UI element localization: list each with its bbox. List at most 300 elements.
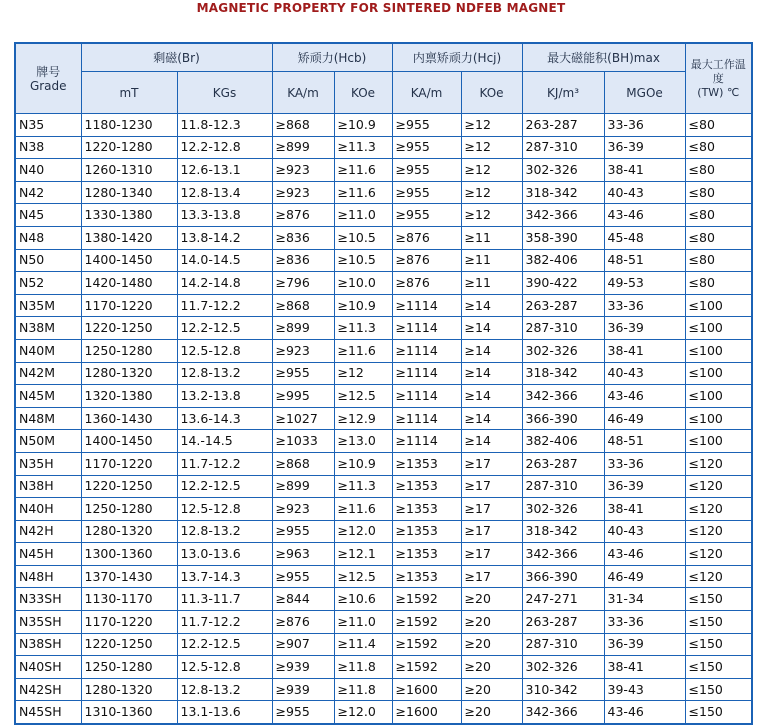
value-cell: ≤150	[685, 588, 752, 611]
value-cell: ≥876	[392, 249, 461, 272]
value-cell: ≥20	[461, 611, 522, 634]
value-cell: ≥20	[461, 678, 522, 701]
value-cell: ≥17	[461, 475, 522, 498]
grade-cell: N35M	[15, 294, 81, 317]
value-cell: 1180-1230	[81, 114, 177, 137]
value-cell: ≥11.8	[334, 656, 392, 679]
value-cell: 1260-1310	[81, 159, 177, 182]
value-cell: ≥1353	[392, 475, 461, 498]
table-row	[15, 362, 752, 385]
value-cell: ≥11.0	[334, 204, 392, 227]
value-cell: ≥12.0	[334, 520, 392, 543]
value-cell: 382-406	[522, 430, 604, 453]
grade-cell: N38SH	[15, 633, 81, 656]
grade-cell: N52	[15, 272, 81, 295]
value-cell: ≥11.0	[334, 611, 392, 634]
grade-cell: N45M	[15, 385, 81, 408]
table-row	[15, 407, 752, 430]
value-cell: ≤150	[685, 678, 752, 701]
value-cell: 302-326	[522, 159, 604, 182]
value-cell: ≥868	[272, 114, 334, 137]
value-cell: ≥876	[392, 226, 461, 249]
value-cell: 13.6-14.3	[177, 407, 272, 430]
grade-cell: N35SH	[15, 611, 81, 634]
value-cell: ≥1114	[392, 339, 461, 362]
value-cell: ≥11.3	[334, 317, 392, 340]
value-cell: 48-51	[604, 249, 685, 272]
value-cell: 11.8-12.3	[177, 114, 272, 137]
value-cell: 13.1-13.6	[177, 701, 272, 724]
value-cell: 11.7-12.2	[177, 294, 272, 317]
table-row	[15, 317, 752, 340]
table-row	[15, 181, 752, 204]
value-cell: 1220-1280	[81, 136, 177, 159]
value-cell: ≥17	[461, 498, 522, 521]
value-cell: ≥899	[272, 475, 334, 498]
value-cell: ≥1592	[392, 656, 461, 679]
value-cell: ≤150	[685, 611, 752, 634]
value-cell: ≤120	[685, 520, 752, 543]
value-cell: ≥899	[272, 136, 334, 159]
value-cell: ≥11	[461, 249, 522, 272]
value-cell: 12.8-13.4	[177, 181, 272, 204]
value-cell: 287-310	[522, 633, 604, 656]
value-cell: ≤120	[685, 498, 752, 521]
value-cell: ≤120	[685, 475, 752, 498]
value-cell: ≥1592	[392, 611, 461, 634]
table-row	[15, 565, 752, 588]
grade-cell: N45	[15, 204, 81, 227]
value-cell: ≥939	[272, 678, 334, 701]
value-cell: 366-390	[522, 407, 604, 430]
value-cell: 38-41	[604, 339, 685, 362]
value-cell: 1280-1320	[81, 678, 177, 701]
value-cell: 1300-1360	[81, 543, 177, 566]
value-cell: ≤80	[685, 114, 752, 137]
table-row	[15, 520, 752, 543]
grade-cell: N38M	[15, 317, 81, 340]
value-cell: 1320-1380	[81, 385, 177, 408]
value-cell: 43-46	[604, 543, 685, 566]
value-cell: 358-390	[522, 226, 604, 249]
value-cell: 39-43	[604, 678, 685, 701]
value-cell: 12.5-12.8	[177, 656, 272, 679]
value-cell: ≥876	[392, 272, 461, 295]
value-cell: ≥12.5	[334, 385, 392, 408]
temp-header: 最大工作温度 (TW) ℃	[685, 43, 752, 114]
value-cell: ≥11.6	[334, 339, 392, 362]
value-cell: ≥12	[461, 159, 522, 182]
value-cell: ≥955	[272, 362, 334, 385]
value-cell: ≤100	[685, 430, 752, 453]
value-cell: 302-326	[522, 339, 604, 362]
table-row	[15, 385, 752, 408]
value-cell: 33-36	[604, 114, 685, 137]
value-cell: 12.8-13.2	[177, 520, 272, 543]
value-cell: ≥11	[461, 226, 522, 249]
value-cell: ≥1353	[392, 452, 461, 475]
table-row	[15, 611, 752, 634]
value-cell: 12.8-13.2	[177, 362, 272, 385]
value-cell: 36-39	[604, 633, 685, 656]
value-cell: ≥955	[272, 565, 334, 588]
grade-cell: N50	[15, 249, 81, 272]
value-cell: 1220-1250	[81, 475, 177, 498]
value-cell: ≥876	[272, 611, 334, 634]
value-cell: ≤80	[685, 226, 752, 249]
value-cell: ≥923	[272, 181, 334, 204]
value-cell: ≥1114	[392, 317, 461, 340]
value-cell: 1250-1280	[81, 498, 177, 521]
value-cell: 1220-1250	[81, 633, 177, 656]
value-cell: ≤150	[685, 701, 752, 724]
value-cell: ≥923	[272, 498, 334, 521]
value-cell: 46-49	[604, 565, 685, 588]
value-cell: ≥1353	[392, 520, 461, 543]
value-cell: ≥17	[461, 520, 522, 543]
value-cell: 12.2-12.5	[177, 475, 272, 498]
table-row	[15, 226, 752, 249]
value-cell: ≥12.0	[334, 701, 392, 724]
value-cell: ≤80	[685, 249, 752, 272]
value-cell: 11.7-12.2	[177, 452, 272, 475]
grade-cell: N42M	[15, 362, 81, 385]
value-cell: ≥12	[461, 204, 522, 227]
value-cell: 1250-1280	[81, 656, 177, 679]
value-cell: 287-310	[522, 317, 604, 340]
value-cell: 342-366	[522, 701, 604, 724]
unit-header: KOe	[334, 72, 392, 114]
unit-header: KJ/m³	[522, 72, 604, 114]
value-cell: 342-366	[522, 385, 604, 408]
value-cell: ≥11	[461, 272, 522, 295]
value-cell: 40-43	[604, 520, 685, 543]
value-cell: 1280-1320	[81, 520, 177, 543]
value-cell: 33-36	[604, 294, 685, 317]
table-row	[15, 204, 752, 227]
value-cell: 43-46	[604, 385, 685, 408]
value-cell: 247-271	[522, 588, 604, 611]
value-cell: 43-46	[604, 701, 685, 724]
value-cell: 49-53	[604, 272, 685, 295]
table-row	[15, 656, 752, 679]
grade-cell: N40SH	[15, 656, 81, 679]
value-cell: ≤100	[685, 317, 752, 340]
value-cell: ≥12	[334, 362, 392, 385]
value-cell: ≥12.1	[334, 543, 392, 566]
value-cell: ≥1114	[392, 385, 461, 408]
value-cell: 40-43	[604, 362, 685, 385]
value-cell: 14.2-14.8	[177, 272, 272, 295]
value-cell: 13.3-13.8	[177, 204, 272, 227]
value-cell: 40-43	[604, 181, 685, 204]
value-cell: ≥10.9	[334, 452, 392, 475]
value-cell: 1310-1360	[81, 701, 177, 724]
value-cell: ≥955	[392, 114, 461, 137]
grade-cell: N35	[15, 114, 81, 137]
value-cell: ≥955	[272, 520, 334, 543]
value-cell: ≥796	[272, 272, 334, 295]
value-cell: 310-342	[522, 678, 604, 701]
value-cell: 36-39	[604, 136, 685, 159]
grade-cell: N42H	[15, 520, 81, 543]
value-cell: 11.3-11.7	[177, 588, 272, 611]
value-cell: 13.2-13.8	[177, 385, 272, 408]
value-cell: ≥1353	[392, 543, 461, 566]
value-cell: ≥955	[392, 159, 461, 182]
value-cell: 342-366	[522, 543, 604, 566]
value-cell: 302-326	[522, 498, 604, 521]
table-row	[15, 272, 752, 295]
value-cell: ≤100	[685, 294, 752, 317]
value-cell: 1280-1340	[81, 181, 177, 204]
value-cell: ≤100	[685, 385, 752, 408]
value-cell: 318-342	[522, 181, 604, 204]
table-row	[15, 430, 752, 453]
unit-header: MGOe	[604, 72, 685, 114]
value-cell: ≥20	[461, 588, 522, 611]
value-cell: ≥955	[272, 701, 334, 724]
value-cell: 1400-1450	[81, 430, 177, 453]
value-cell: ≥12.9	[334, 407, 392, 430]
table-row	[15, 159, 752, 182]
value-cell: ≥20	[461, 633, 522, 656]
value-cell: ≥868	[272, 452, 334, 475]
value-cell: 1400-1450	[81, 249, 177, 272]
value-cell: ≥11.4	[334, 633, 392, 656]
value-cell: 38-41	[604, 656, 685, 679]
value-cell: ≥955	[392, 181, 461, 204]
value-cell: 11.7-12.2	[177, 611, 272, 634]
value-cell: ≥13.0	[334, 430, 392, 453]
table-row	[15, 678, 752, 701]
value-cell: 1280-1320	[81, 362, 177, 385]
value-cell: 1380-1420	[81, 226, 177, 249]
value-cell: ≤120	[685, 565, 752, 588]
table-row	[15, 452, 752, 475]
table-row	[15, 136, 752, 159]
value-cell: 12.5-12.8	[177, 498, 272, 521]
grade-cell: N50M	[15, 430, 81, 453]
table-row	[15, 339, 752, 362]
value-cell: ≥12.5	[334, 565, 392, 588]
value-cell: 1360-1430	[81, 407, 177, 430]
value-cell: 1370-1430	[81, 565, 177, 588]
grade-cell: N33SH	[15, 588, 81, 611]
value-cell: ≥11.6	[334, 498, 392, 521]
value-cell: 1250-1280	[81, 339, 177, 362]
table-body	[15, 114, 752, 725]
value-cell: ≤150	[685, 633, 752, 656]
value-cell: ≥1114	[392, 407, 461, 430]
value-cell: ≥899	[272, 317, 334, 340]
value-cell: 13.7-14.3	[177, 565, 272, 588]
value-cell: ≥1114	[392, 430, 461, 453]
table-row	[15, 701, 752, 724]
value-cell: ≤120	[685, 543, 752, 566]
value-cell: ≥14	[461, 339, 522, 362]
value-cell: 263-287	[522, 294, 604, 317]
value-cell: ≥17	[461, 565, 522, 588]
value-cell: ≥1114	[392, 362, 461, 385]
value-cell: ≥11.3	[334, 136, 392, 159]
value-cell: 12.5-12.8	[177, 339, 272, 362]
value-cell: ≥17	[461, 452, 522, 475]
bhmax-group-header: 最大磁能积(BH)max	[522, 43, 685, 72]
grade-cell: N38	[15, 136, 81, 159]
br-group-header: 剩磁(Br)	[81, 43, 272, 72]
value-cell: 12.8-13.2	[177, 678, 272, 701]
value-cell: ≤80	[685, 136, 752, 159]
unit-header: KGs	[177, 72, 272, 114]
value-cell: 366-390	[522, 565, 604, 588]
page-title: MAGNETIC PROPERTY FOR SINTERED NDFEB MAGNET	[196, 1, 566, 15]
value-cell: ≥11.6	[334, 181, 392, 204]
value-cell: 12.6-13.1	[177, 159, 272, 182]
value-cell: ≥11.3	[334, 475, 392, 498]
value-cell: ≤100	[685, 407, 752, 430]
table-row	[15, 294, 752, 317]
grade-cell: N45H	[15, 543, 81, 566]
value-cell: 36-39	[604, 317, 685, 340]
table-row	[15, 588, 752, 611]
grade-header: 牌号 Grade	[15, 43, 81, 114]
value-cell: ≥17	[461, 543, 522, 566]
hcj-group-header: 内禀矫顽力(Hcj)	[392, 43, 522, 72]
value-cell: 263-287	[522, 611, 604, 634]
value-cell: ≤80	[685, 181, 752, 204]
value-cell: 14.0-14.5	[177, 249, 272, 272]
value-cell: ≥14	[461, 317, 522, 340]
value-cell: 38-41	[604, 498, 685, 521]
value-cell: 33-36	[604, 452, 685, 475]
value-cell: 287-310	[522, 136, 604, 159]
value-cell: ≥1600	[392, 701, 461, 724]
value-cell: ≥14	[461, 430, 522, 453]
unit-header: KA/m	[272, 72, 334, 114]
value-cell: ≥14	[461, 407, 522, 430]
value-cell: ≥12	[461, 114, 522, 137]
value-cell: 1220-1250	[81, 317, 177, 340]
value-cell: 48-51	[604, 430, 685, 453]
value-cell: ≥955	[392, 136, 461, 159]
grade-cell: N48H	[15, 565, 81, 588]
grade-cell: N42	[15, 181, 81, 204]
value-cell: ≤80	[685, 159, 752, 182]
value-cell: ≤100	[685, 362, 752, 385]
value-cell: ≥1114	[392, 294, 461, 317]
value-cell: ≥20	[461, 701, 522, 724]
value-cell: ≤120	[685, 452, 752, 475]
value-cell: ≥844	[272, 588, 334, 611]
value-cell: 12.2-12.5	[177, 633, 272, 656]
value-cell: 1170-1220	[81, 611, 177, 634]
grade-cell: N40M	[15, 339, 81, 362]
unit-header: mT	[81, 72, 177, 114]
value-cell: ≤80	[685, 204, 752, 227]
grade-cell: N40	[15, 159, 81, 182]
value-cell: ≥1592	[392, 588, 461, 611]
magnet-property-table	[14, 42, 753, 725]
value-cell: ≥12	[461, 181, 522, 204]
value-cell: 12.2-12.5	[177, 317, 272, 340]
value-cell: 43-46	[604, 204, 685, 227]
value-cell: ≥876	[272, 204, 334, 227]
value-cell: ≥10.6	[334, 588, 392, 611]
value-cell: 390-422	[522, 272, 604, 295]
value-cell: ≤80	[685, 272, 752, 295]
table-row	[15, 475, 752, 498]
value-cell: ≥11.6	[334, 159, 392, 182]
value-cell: ≥923	[272, 339, 334, 362]
value-cell: 263-287	[522, 114, 604, 137]
value-cell: ≥20	[461, 656, 522, 679]
grade-cell: N40H	[15, 498, 81, 521]
value-cell: ≥1592	[392, 633, 461, 656]
grade-cell: N48	[15, 226, 81, 249]
grade-cell: N48M	[15, 407, 81, 430]
unit-header: KA/m	[392, 72, 461, 114]
value-cell: 263-287	[522, 452, 604, 475]
hcb-group-header: 矫顽力(Hcb)	[272, 43, 392, 72]
value-cell: ≥11.8	[334, 678, 392, 701]
value-cell: ≥10.9	[334, 294, 392, 317]
value-cell: 31-34	[604, 588, 685, 611]
value-cell: 33-36	[604, 611, 685, 634]
value-cell: ≥10.0	[334, 272, 392, 295]
value-cell: ≤100	[685, 339, 752, 362]
value-cell: 36-39	[604, 475, 685, 498]
value-cell: 1130-1170	[81, 588, 177, 611]
value-cell: ≥1600	[392, 678, 461, 701]
value-cell: 13.0-13.6	[177, 543, 272, 566]
value-cell: ≥1033	[272, 430, 334, 453]
value-cell: ≥963	[272, 543, 334, 566]
table-row	[15, 633, 752, 656]
value-cell: ≥1353	[392, 498, 461, 521]
value-cell: 1420-1480	[81, 272, 177, 295]
value-cell: ≥995	[272, 385, 334, 408]
value-cell: 342-366	[522, 204, 604, 227]
value-cell: 318-342	[522, 520, 604, 543]
value-cell: 302-326	[522, 656, 604, 679]
value-cell: ≥10.9	[334, 114, 392, 137]
value-cell: ≥836	[272, 249, 334, 272]
grade-cell: N35H	[15, 452, 81, 475]
value-cell: ≥868	[272, 294, 334, 317]
value-cell: ≥1027	[272, 407, 334, 430]
grade-cell: N38H	[15, 475, 81, 498]
value-cell: 382-406	[522, 249, 604, 272]
value-cell: ≥939	[272, 656, 334, 679]
value-cell: 1170-1220	[81, 452, 177, 475]
value-cell: 38-41	[604, 159, 685, 182]
value-cell: 14.-14.5	[177, 430, 272, 453]
value-cell: ≥907	[272, 633, 334, 656]
table-row	[15, 543, 752, 566]
value-cell: ≥955	[392, 204, 461, 227]
table-row	[15, 498, 752, 521]
value-cell: ≥10.5	[334, 249, 392, 272]
value-cell: ≥923	[272, 159, 334, 182]
value-cell: ≥14	[461, 294, 522, 317]
grade-cell: N42SH	[15, 678, 81, 701]
value-cell: 45-48	[604, 226, 685, 249]
value-cell: ≥10.5	[334, 226, 392, 249]
table-row	[15, 249, 752, 272]
unit-header: KOe	[461, 72, 522, 114]
value-cell: 46-49	[604, 407, 685, 430]
